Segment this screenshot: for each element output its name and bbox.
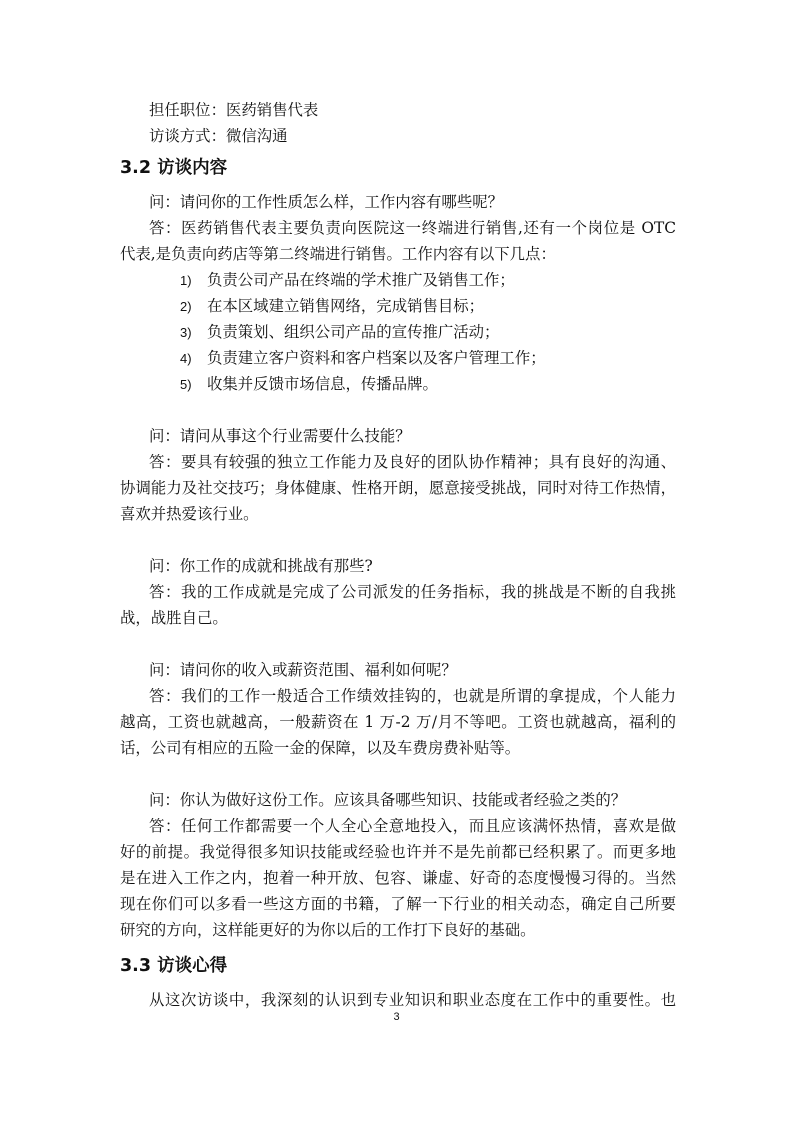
- list-number: 3): [180, 325, 192, 340]
- reflection-line-1: 从这次访谈中，我深刻的认识到专业知识和职业态度在工作中的重要性。也: [149, 991, 676, 1009]
- page-number: 3: [393, 1011, 400, 1023]
- list-text: 负责建立客户资料和客户档案以及客户管理工作；: [207, 349, 546, 367]
- question-5: 问：你认为做好这份工作。应该具备哪些知识、技能或者经验之类的？: [149, 791, 627, 809]
- list-item: [180, 374, 438, 395]
- answer-4-line-1: 答：我们的工作一般适合工作绩效挂钩的，也就是所谓的拿提成，个人能力: [149, 687, 676, 705]
- list-item: [180, 348, 546, 369]
- answer-5-line-1: 答：任何工作都需要一个人全心全意地投入，而且应该满怀热情，喜欢是做: [149, 817, 676, 835]
- method-line: 访谈方式：微信沟通: [149, 127, 288, 145]
- answer-5-line-4: 现在你们可以多看一些这方面的书籍，了解一下行业的相关动态，确定自己所要: [120, 895, 676, 913]
- list-item: [180, 296, 484, 317]
- list-text: 收集并反馈市场信息，传播品牌。: [207, 375, 438, 393]
- answer-3-line-1: 答：我的工作成就是完成了公司派发的任务指标，我的挑战是不断的自我挑: [149, 583, 676, 601]
- list-text: 负责策划、组织公司产品的宣传推广活动；: [207, 323, 500, 341]
- list-number: 1): [180, 273, 192, 288]
- answer-5-line-3: 是在进入工作之内，抱着一种开放、包容、谦虚、好奇的态度慢慢习得的。当然: [120, 869, 676, 887]
- answer-2-line-3: 喜欢并热爱该行业。: [120, 505, 259, 523]
- answer-1-line-1: 答：医药销售代表主要负责向医院这一终端进行销售,还有一个岗位是 OTC: [149, 219, 676, 237]
- answer-4-line-2: 越高，工资也就越高，一般薪资在 1 万-2 万/月不等吧。工资也就越高，福利的: [120, 713, 676, 731]
- list-text: 在本区域建立销售网络，完成销售目标；: [207, 297, 485, 315]
- question-1: 问：请问你的工作性质怎么样，工作内容有哪些呢？: [149, 193, 503, 211]
- question-3: 问：你工作的成就和挑战有那些?: [149, 557, 373, 575]
- position-line: 担任职位：医药销售代表: [149, 101, 319, 119]
- section-heading-3-2: 3.2 访谈内容: [120, 158, 228, 178]
- list-item: [180, 322, 499, 343]
- list-item: [180, 270, 515, 291]
- answer-3-line-2: 战，战胜自己。: [120, 609, 228, 627]
- question-4: 问：请问你的收入或薪资范围、福利如何呢？: [149, 661, 457, 679]
- answer-2-line-1: 答：要具有较强的独立工作能力及良好的团队协作精神；具有良好的沟通、: [149, 453, 676, 471]
- list-number: 2): [180, 299, 192, 314]
- answer-1-line-2: 代表,是负责向药店等第二终端进行销售。工作内容有以下几点：: [120, 245, 556, 263]
- list-number: 5): [180, 377, 192, 392]
- list-text: 负责公司产品在终端的学术推广及销售工作；: [207, 271, 515, 289]
- section-heading-3-3: 3.3 访谈心得: [120, 956, 228, 976]
- answer-5-line-2: 好的前提。我觉得很多知识技能或经验也许并不是先前都已经积累了。而更多地: [120, 843, 676, 861]
- answer-5-line-5: 研究的方向，这样能更好的为你以后的工作打下良好的基础。: [120, 921, 536, 939]
- question-2: 问：请问从事这个行业需要什么技能？: [149, 427, 411, 445]
- answer-2-line-2: 协调能力及社交技巧；身体健康、性格开朗，愿意接受挑战，同时对待工作热情，: [120, 479, 676, 497]
- list-number: 4): [180, 351, 192, 366]
- answer-4-line-3: 话，公司有相应的五险一金的保障，以及车费房费补贴等。: [120, 739, 521, 757]
